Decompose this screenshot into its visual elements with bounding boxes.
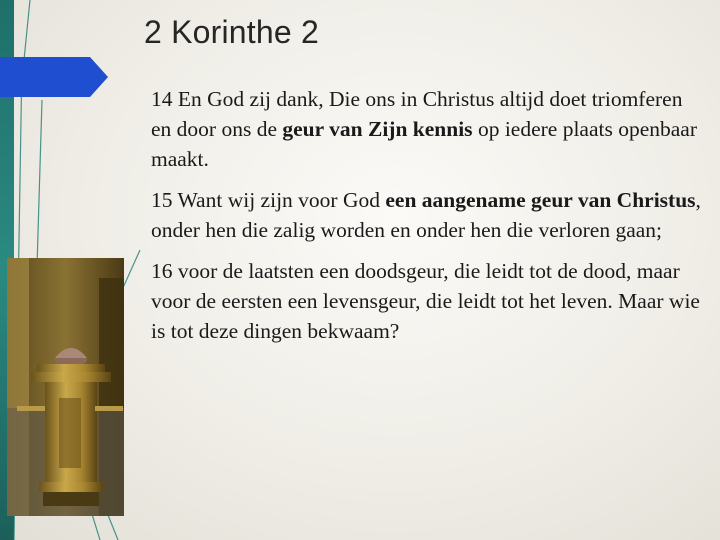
verse-14 (151, 84, 706, 174)
verse-16 (151, 256, 706, 346)
golden-altar-image (7, 258, 124, 516)
title-accent-bar (0, 57, 108, 97)
verse-text: 15 Want wij zijn voor God (151, 188, 386, 212)
emphasized-text: geur van Zijn kennis (282, 117, 473, 141)
verse-text: op iedere plaats openbaar maakt. (151, 117, 698, 171)
verse-text: , onder hen die zalig worden en onder hen die verloren gaan; (151, 188, 701, 242)
slide-title: 2 Korinthe 2 (144, 14, 319, 50)
scripture-text (151, 84, 706, 357)
emphasized-text: een aangename geur van Christus (385, 188, 696, 212)
verse-15 (151, 185, 706, 245)
verse-text: 16 voor de laatsten een doodsgeur, die leidt tot de dood, maar voor de eersten een levensgeur, die leidt tot het leven. Maar wie is tot deze dingen bekwaam? (151, 259, 700, 343)
verse-text: 14 En God zij dank, Die ons in Christus altijd doet triomferen en door ons de (151, 87, 683, 141)
